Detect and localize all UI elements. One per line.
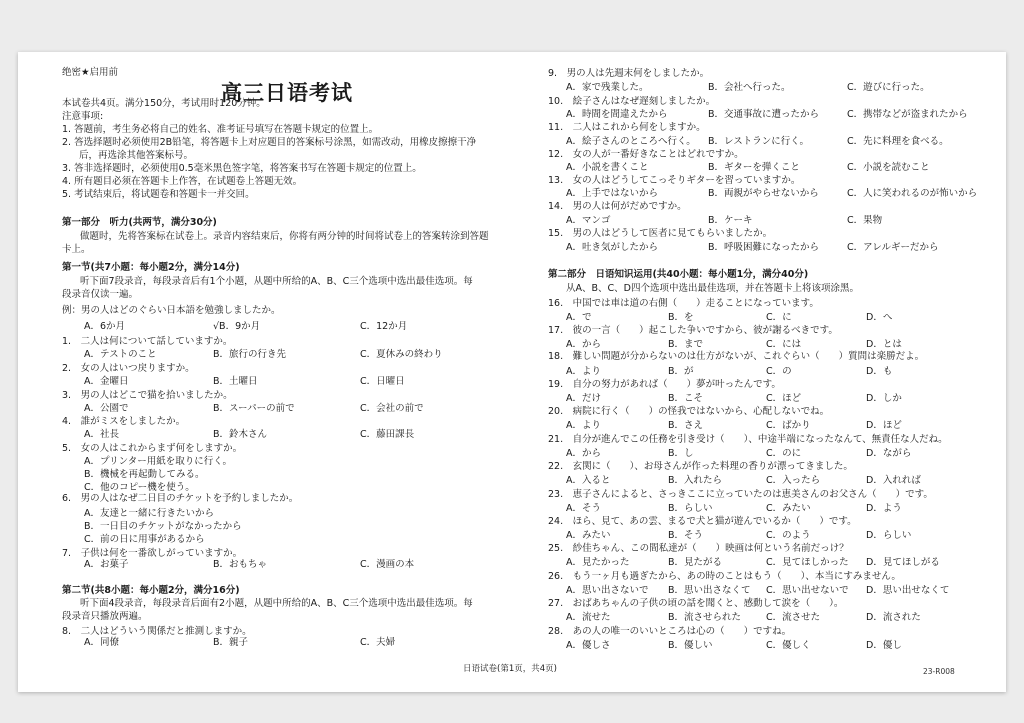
answer-option: A．6か月 bbox=[84, 321, 126, 332]
question: 15. 男の人はどうして医者に見てもらいましたか。 bbox=[548, 228, 773, 239]
text-line: 卡上。 bbox=[62, 244, 91, 255]
answer-option: B．親子 bbox=[213, 637, 249, 648]
text-line: 段录音仅读一遍。 bbox=[62, 289, 139, 300]
answer-option: B．呼吸困難になったから bbox=[708, 242, 820, 253]
question: 16. 中国では車は道の右側（ ）走ることになっています。 bbox=[548, 298, 819, 309]
answer-option: D．へ bbox=[866, 312, 893, 323]
answer-option: C．みたい bbox=[766, 503, 811, 514]
answer-option: C．の bbox=[766, 366, 792, 377]
exam-page bbox=[18, 52, 1006, 692]
page-code: 23-R008 bbox=[923, 667, 955, 676]
section-heading: 第一部分 听力(共两节，满分30分) bbox=[62, 217, 217, 228]
answer-option: D．思い出せなくて bbox=[866, 585, 950, 596]
answer-option: A．から bbox=[566, 448, 601, 459]
answer-option: D．優し bbox=[866, 640, 902, 651]
answer-option: B．し bbox=[668, 448, 694, 459]
text-line: 段录音只播放两遍。 bbox=[62, 611, 148, 622]
answer-option: A．入ると bbox=[566, 475, 611, 486]
answer-option: B．おもちゃ bbox=[213, 559, 268, 570]
answer-option: A．絵子さんのところへ行く。 bbox=[566, 136, 696, 147]
answer-option: A．小説を書くこと bbox=[566, 162, 649, 173]
text-line: C．他のコピー機を使う。 bbox=[84, 482, 195, 493]
answer-option: A．時間を間違えたから bbox=[566, 109, 668, 120]
answer-option: C．に bbox=[766, 312, 792, 323]
answer-option: A．上手ではないから bbox=[566, 188, 658, 199]
answer-option: C．ほど bbox=[766, 393, 802, 404]
answer-option: B．まで bbox=[668, 339, 704, 350]
text-line: A．プリンター用紙を取りに行く。 bbox=[84, 456, 233, 467]
answer-option: C．藤田課長 bbox=[360, 429, 415, 440]
question: 23. 恵子さんによると、さっきここに立っていたのは恵美さんのお父さん（ ）です。 bbox=[548, 489, 933, 500]
question: 18. 難しい問題が分からないのは仕方がないが、これぐらい（ ）質問は楽勝だよ。 bbox=[548, 351, 925, 362]
answer-option: B．ギターを弾くこと bbox=[708, 162, 800, 173]
answer-option: C．優しく bbox=[766, 640, 811, 651]
section-heading: 第一节(共7小题：每小题2分，满分14分) bbox=[62, 262, 240, 273]
text-line: 后，再选涂其他答案标号。 bbox=[79, 150, 194, 161]
answer-option: C．12か月 bbox=[360, 321, 408, 332]
answer-option: A．家で残業した。 bbox=[566, 82, 649, 93]
section-heading: 第二部分 日语知识运用(共40小题：每小题1分，满分40分) bbox=[548, 269, 809, 280]
page-footer: 日语试卷(第1页，共4页) bbox=[463, 664, 557, 674]
answer-option: A．マンゴ bbox=[566, 215, 611, 226]
answer-option: A．思い出さないで bbox=[566, 585, 649, 596]
answer-option: B．を bbox=[668, 312, 694, 323]
question: 12. 女の人が一番好きなことはどれですか。 bbox=[548, 149, 744, 160]
text-line: 4. 所有题目必须在答题卡上作答，在试题卷上答题无效。 bbox=[62, 176, 303, 187]
answer-option: A．みたい bbox=[566, 530, 611, 541]
question: 24. ほら、見て、あの雲、まるで犬と猫が遊んでいるか（ ）です。 bbox=[548, 516, 857, 527]
answer-option: D．も bbox=[866, 366, 893, 377]
answer-option: C．果物 bbox=[847, 215, 883, 226]
answer-option: C．ばかり bbox=[766, 420, 811, 431]
answer-option: B．さえ bbox=[668, 420, 704, 431]
question: 25. 紗佳ちゃん、この間私達が（ ）映画は何という名前だっけ？ bbox=[548, 543, 849, 554]
answer-option: C．漫画の本 bbox=[360, 559, 415, 570]
answer-option: C．小説を読むこと bbox=[847, 162, 930, 173]
answer-option: C．アレルギーだから bbox=[847, 242, 939, 253]
answer-option: D．入れれば bbox=[866, 475, 921, 486]
text-line: 2. 女の人はいつ戻りますか。 bbox=[62, 363, 195, 374]
question: 13. 女の人はどうしてこっそりギターを習っていますか。 bbox=[548, 175, 801, 186]
answer-option: C．見てほしかった bbox=[766, 557, 849, 568]
answer-option: B．両親がやらせないから bbox=[708, 188, 819, 199]
answer-option: B．会社へ行った。 bbox=[708, 82, 791, 93]
text-line: 本试卷共4页。满分150分，考试用时120分钟。 bbox=[62, 98, 266, 109]
classification-label: 绝密★启用前 bbox=[62, 67, 119, 78]
question: 28. あの人の唯一のいいところは心の（ ）ですね。 bbox=[548, 626, 792, 637]
question: 22. 玄関に（ ）、お母さんが作った料理の香りが漂ってきました。 bbox=[548, 461, 853, 472]
text-line: A．友達と一緒に行きたいから bbox=[84, 508, 214, 519]
text-line: 听下面4段录音，每段录音后面有2小题，从题中所给的A、B、C三个选项中选出最佳选项。每 bbox=[80, 598, 473, 609]
answer-option: A．見たかった bbox=[566, 557, 630, 568]
exam-title: 高三日语考试 bbox=[221, 81, 353, 105]
text-line: C．前の日に用事があるから bbox=[84, 534, 205, 545]
answer-option: B．こそ bbox=[668, 393, 704, 404]
answer-option: B．が bbox=[668, 366, 694, 377]
text-line: B．機械を再起動してみる。 bbox=[84, 469, 205, 480]
question: 10. 絵子さんはなぜ遅刻しましたか。 bbox=[548, 96, 716, 107]
section-heading: 第二节(共8小题：每小题2分，满分16分) bbox=[62, 585, 240, 596]
question: 17. 彼の一言（ ）起こした争いですから、彼が謝るべきです。 bbox=[548, 325, 838, 336]
answer-option: C．遊びに行った。 bbox=[847, 82, 930, 93]
answer-option: D．よう bbox=[866, 503, 902, 514]
answer-option: A．金曜日 bbox=[84, 376, 129, 387]
question: 9. 男の人は先週末何をしましたか。 bbox=[548, 68, 710, 79]
answer-option: A．だけ bbox=[566, 393, 601, 404]
answer-option: B．そう bbox=[668, 530, 704, 541]
text-line: 例：男の人はどのぐらい日本語を勉強しましたか。 bbox=[62, 305, 281, 316]
text-line: 3. 答非选择题时，必须使用0.5毫米黑色签字笔，将答案书写在答题卡规定的位置上。 bbox=[62, 163, 422, 174]
answer-option: A．同僚 bbox=[84, 637, 119, 648]
answer-option: C．入ったら bbox=[766, 475, 821, 486]
answer-option: D．流された bbox=[866, 612, 921, 623]
answer-option: A．お菓子 bbox=[84, 559, 129, 570]
answer-option: A．流せた bbox=[566, 612, 611, 623]
text-line: 做题时，先将答案标在试卷上。录音内容结束后，你将有两分钟的时间将试卷上的答案转涂到答题 bbox=[80, 231, 489, 242]
answer-option: C．には bbox=[766, 339, 802, 350]
answer-option: A．優しさ bbox=[566, 640, 611, 651]
answer-option: C．会社の前で bbox=[360, 403, 424, 414]
answer-option: B．らしい bbox=[668, 503, 713, 514]
text-line: 5. 女の人はこれからまず何をしますか。 bbox=[62, 443, 243, 454]
text-line: 注意事项: bbox=[62, 111, 104, 122]
answer-option: B．レストランに行く。 bbox=[708, 136, 810, 147]
text-line: 5. 考试结束后，将试题卷和答题卡一并交回。 bbox=[62, 189, 255, 200]
answer-option: A．吐き気がしたから bbox=[566, 242, 658, 253]
text-line: 4. 誰がミスをしましたか。 bbox=[62, 416, 186, 427]
answer-option: B．流させられた bbox=[668, 612, 742, 623]
answer-option: B．スーパーの前で bbox=[213, 403, 295, 414]
answer-option: C．携帯などが盗まれたから bbox=[847, 109, 968, 120]
answer-option: C．のに bbox=[766, 448, 802, 459]
question: 20. 病院に行く（ ）の怪我ではないから、心配しないでね。 bbox=[548, 406, 830, 417]
answer-option: D．とは bbox=[866, 339, 902, 350]
answer-option: D．見てほしがる bbox=[866, 557, 940, 568]
answer-option: B．入れたら bbox=[668, 475, 723, 486]
answer-option: C．流させた bbox=[766, 612, 821, 623]
answer-option: B．旅行の行き先 bbox=[213, 349, 287, 360]
question: 27. おばあちゃんの子供の頃の話を聞くと、感動して涙を（ ）。 bbox=[548, 598, 844, 609]
text-line: 3. 男の人はどこで猫を拾いましたか。 bbox=[62, 390, 233, 401]
answer-option: D．らしい bbox=[866, 530, 912, 541]
text-line: 2. 答选择题时必须使用2B铅笔，将答题卡上对应题目的答案标号涂黑，如需改动，用橡皮擦擦干净 bbox=[62, 137, 477, 148]
answer-option: B．見たがる bbox=[668, 557, 723, 568]
text-line: 8. 二人はどういう関係だと推測しますか。 bbox=[62, 626, 252, 637]
answer-option: A．公園で bbox=[84, 403, 129, 414]
answer-option: C．思い出せないで bbox=[766, 585, 849, 596]
answer-option: B．鈴木さん bbox=[213, 429, 268, 440]
text-line: 1. 答题前，考生务必将自己的姓名、准考证号填写在答题卡规定的位置上。 bbox=[62, 124, 379, 135]
question: 11. 二人はこれから何をしますか。 bbox=[548, 122, 706, 133]
answer-option: B．ケーキ bbox=[708, 215, 753, 226]
answer-option: C．夏休みの終わり bbox=[360, 349, 443, 360]
question: 从A、B、C、D四个选项中选出最佳选项，并在答题卡上将该项涂黑。 bbox=[566, 283, 859, 294]
question: 21. 自分が進んでこの任務を引き受け（ ）、中途半端になったなんて、無責任な人だね。 bbox=[548, 434, 948, 445]
question: 26. もう一ヶ月も過ぎたから、あの時のことはもう（ ）、本当にすみません。 bbox=[548, 571, 901, 582]
answer-option: D．しか bbox=[866, 393, 902, 404]
text-line: B．一日目のチケットがなかったから bbox=[84, 521, 242, 532]
text-line: 1. 二人は何について話していますか。 bbox=[62, 336, 233, 347]
answer-option: A．社長 bbox=[84, 429, 119, 440]
answer-option: C．のよう bbox=[766, 530, 811, 541]
answer-option: A．テストのこと bbox=[84, 349, 157, 360]
question: 14. 男の人は何がだめですか。 bbox=[548, 201, 687, 212]
text-line: 7. 子供は何を一番欲しがっていますか。 bbox=[62, 548, 243, 559]
answer-option: D．ながら bbox=[866, 448, 912, 459]
answer-option: A．より bbox=[566, 420, 601, 431]
text-line: 6. 男の人はなぜ二日目のチケットを予約しましたか。 bbox=[62, 493, 299, 504]
answer-option: B．優しい bbox=[668, 640, 713, 651]
answer-option: √B．9か月 bbox=[213, 321, 261, 332]
answer-option: B．交通事故に遭ったから bbox=[708, 109, 820, 120]
answer-option: B．思い出さなくて bbox=[668, 585, 751, 596]
question: 19. 自分の努力があれば（ ）夢が叶ったんです。 bbox=[548, 379, 781, 390]
answer-option: A．で bbox=[566, 312, 592, 323]
answer-option: C．夫婦 bbox=[360, 637, 396, 648]
answer-option: D．ほど bbox=[866, 420, 902, 431]
answer-option: A．そう bbox=[566, 503, 601, 514]
answer-option: B．土曜日 bbox=[213, 376, 258, 387]
answer-option: C．日曜日 bbox=[360, 376, 405, 387]
answer-option: C．人に笑われるのが怖いから bbox=[847, 188, 978, 199]
answer-option: A．より bbox=[566, 366, 601, 377]
answer-option: A．から bbox=[566, 339, 601, 350]
answer-option: C．先に料理を食べる。 bbox=[847, 136, 949, 147]
text-line: 听下面7段录音，每段录音后有1个小题，从题中所给的A、B、C三个选项中选出最佳选项。每 bbox=[80, 276, 473, 287]
